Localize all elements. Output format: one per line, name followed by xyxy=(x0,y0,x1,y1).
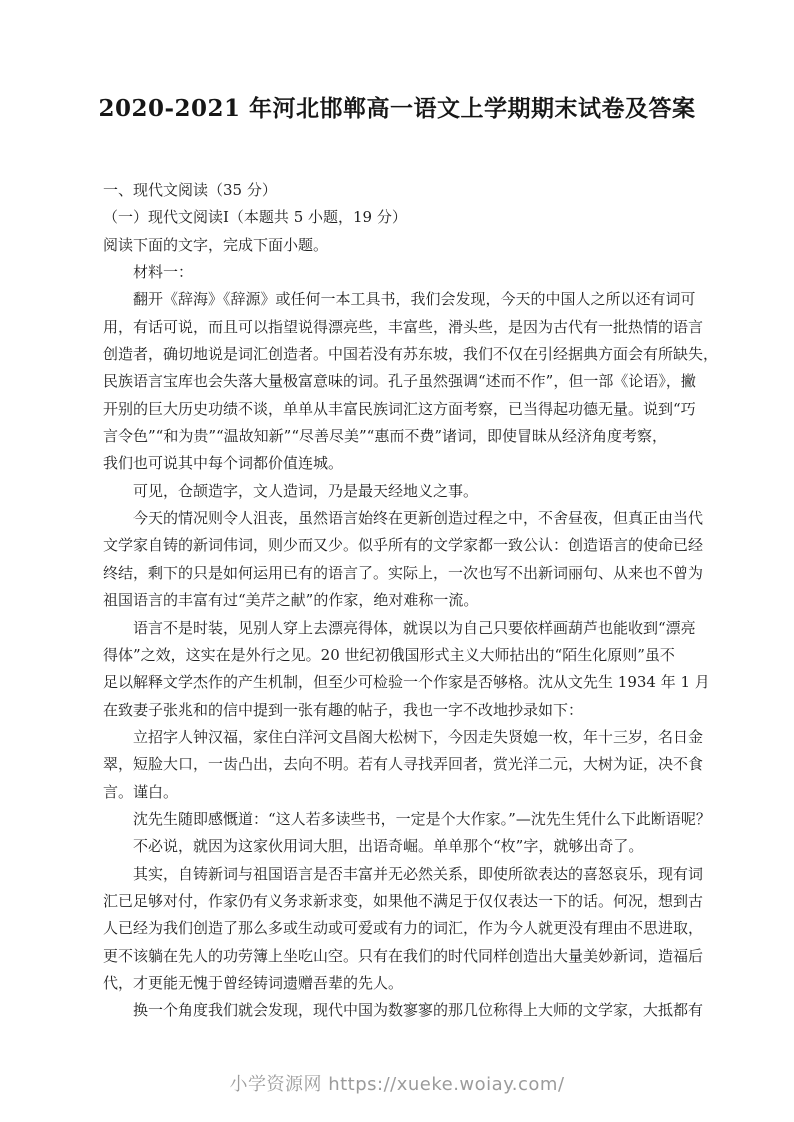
text-line: 言。谨白。 xyxy=(103,782,179,801)
text-line: 得体”之效，这实在是外行之见。20 世纪初俄国形式主义大师拈出的“陌生化原则”虽不 xyxy=(103,645,675,664)
text-line: 换一个角度我们就会发现，现代中国为数寥寥的那几位称得上大师的文学家，大抵都有 xyxy=(133,1001,704,1020)
text-line: 人已经为我们创造了那么多或生动或可爱或有力的词汇，作为今人就更没有理由不思进取， xyxy=(103,919,704,938)
text-line: 言令色”“和为贵”“温故知新”“尽善尽美”“惠而不费”诸词，即使冒昧从经济角度考察， xyxy=(103,427,668,446)
text-line: 开别的巨大历史功绩不谈，单单从丰富民族词汇这方面考察，已当得起功德无量。说到“巧 xyxy=(103,399,696,418)
page-title: 2020-2021 年河北邯郸高一语文上学期期末试卷及答案 xyxy=(98,95,696,122)
text-line: 创造者，确切地说是词汇创造者。中国若没有苏东坡，我们不仅在引经据典方面会有所缺失， xyxy=(103,345,719,364)
text-line: 材料一： xyxy=(133,263,194,282)
text-line: 阅读下面的文字，完成下面小题。 xyxy=(103,235,329,254)
text-line: 足以解释文学杰作的产生机制，但至少可检验一个作家是否够格。沈从文先生 1934 年 1 月 xyxy=(103,673,710,692)
text-line: 其实，自铸新词与祖国语言是否丰富并无必然关系，即使所欲表达的喜怒哀乐，现有词 xyxy=(133,864,704,883)
document-body xyxy=(103,177,719,1025)
text-line: 语言不是时装，见别人穿上去漂亮得体，就误以为自己只要依样画葫芦也能收到“漂亮 xyxy=(133,618,696,637)
text-line: 翠，短脸大口，一齿凸出，去向不明。若有人寻找弄回者，赏光洋二元，大树为证，决不食 xyxy=(103,755,704,774)
text-line: 祖国语言的丰富有过“美芹之献”的作家，绝对难称一流。 xyxy=(103,591,479,610)
page-footer xyxy=(0,1070,794,1096)
text-line: 代，才更能无愧于曾经铸词遗赠吾辈的先人。 xyxy=(103,973,404,992)
text-line: 更不该躺在先人的功劳簿上坐吃山空。只有在我们的时代同样创造出大量美妙新词，造福后 xyxy=(103,946,704,965)
text-line: 我们也可说其中每个词都价值连城。 xyxy=(103,454,344,473)
text-line: 沈先生随即感慨道：“这人若多读些书，一定是个大作家。”—沈先生凭什么下此断语呢？ xyxy=(133,809,711,828)
text-line: （一）现代文阅读Ⅰ（本题共 5 小题，19 分） xyxy=(103,208,407,227)
text-line: 一、现代文阅读（35 分） xyxy=(103,181,277,199)
footer-watermark: 小学资源网 https://xueke.woiay.com/ xyxy=(229,1074,565,1095)
text-line: 可见，仓颉造字，文人造词，乃是最天经地义之事。 xyxy=(133,481,479,500)
text-line: 立招字人钟汉福，家住白洋河文昌阁大松树下，今因走失贤媳一枚，年十三岁，名日金 xyxy=(133,727,704,746)
text-line: 在致妻子张兆和的信中提到一张有趣的帖子，我也一字不改地抄录如下： xyxy=(103,700,584,719)
text-line: 翻开《辞海》《辞源》或任何一本工具书，我们会发现，今天的中国人之所以还有词可 xyxy=(133,290,696,309)
text-line: 今天的情况则令人沮丧，虽然语言始终在更新创造过程之中，不舍昼夜，但真正由当代 xyxy=(133,509,704,528)
text-line: 终结，剩下的只是如何运用已有的语言了。实际上，一次也写不出新词丽句、从来也不曾为 xyxy=(103,563,704,582)
text-line: 不必说，就因为这家伙用词大胆，出语奇崛。单单那个“枚”字，就够出奇了。 xyxy=(133,837,644,856)
text-line: 用，有话可说，而且可以指望说得漂亮些，丰富些，滑头些，是因为古代有一批热情的语言 xyxy=(103,317,704,336)
text-line: 民族语言宝库也会失落大量极富意味的词。孔子虽然强调“述而不作”，但一部《论语》，撇 xyxy=(103,372,696,391)
text-line: 汇已足够对付，作家仍有义务求新求变，如果他不满足于仅仅表达一下的话。何况，想到古 xyxy=(103,891,704,910)
text-line: 文学家自铸的新词伟词，则少而又少。似乎所有的文学家都一致公认：创造语言的使命已经 xyxy=(103,536,704,555)
